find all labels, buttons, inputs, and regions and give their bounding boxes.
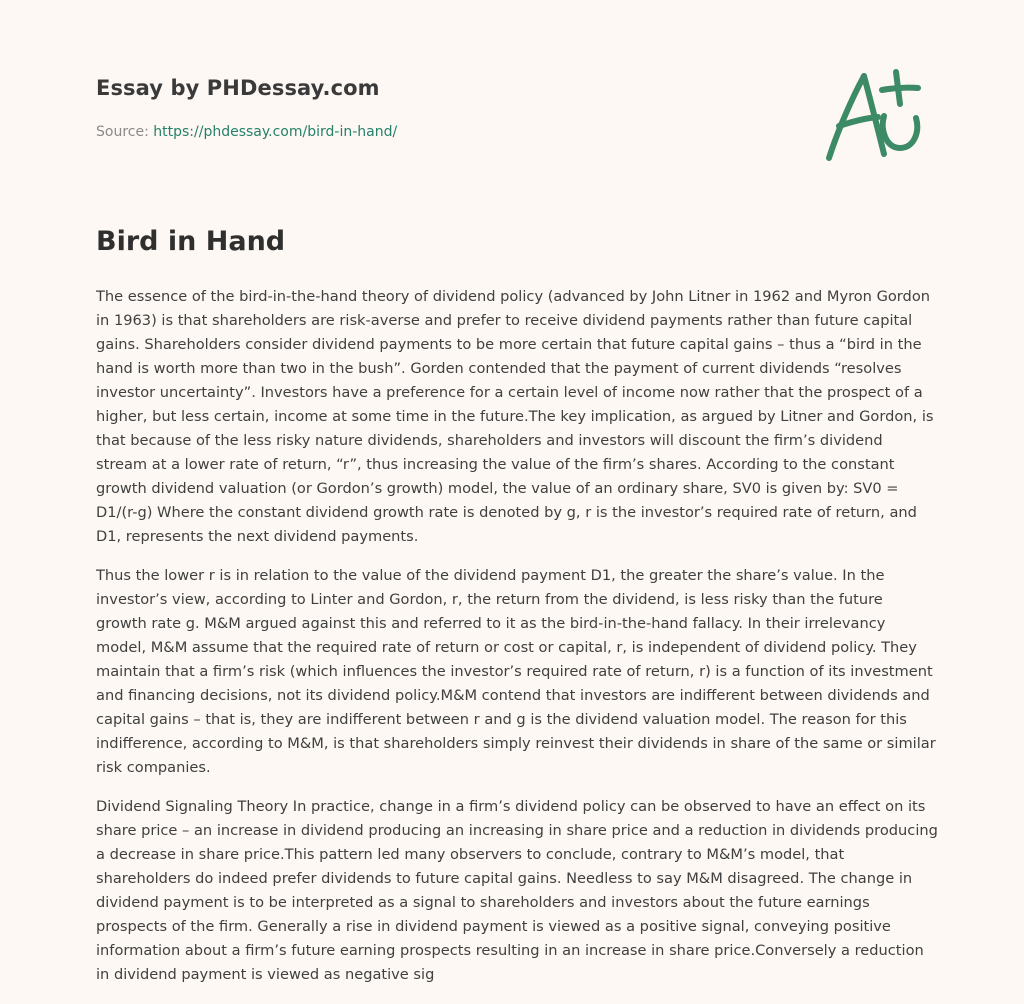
essay-paragraph: Dividend Signaling Theory In practice, change in a firm’s dividend policy can be observed to have an effect on its share price – an increase in dividend producing an increasing in share price and a reduction in dividends producing a decrease in share price.This pattern led many observers to conclude, contrary to M&M’s model, that shareholders do indeed prefer dividends to future capital gains. Needless to say M&M disagreed. The change in dividend payment is to be interpreted as a signal to shareholders and investors about the future earnings prospects of the firm. Generally a rise in dividend payment is viewed as a positive signal, conveying positive information about a firm’s future earning prospects resulting in an increase in share price.Conversely a reduction in dividend payment is viewed as negative sig	[96, 798, 938, 983]
source-link[interactable]: https://phdessay.com/bird-in-hand/	[153, 124, 398, 140]
essay-paragraph: Thus the lower r is in relation to the value of the dividend payment D1, the greater the share’s value. In the investor’s view, according to Linter and Gordon, r, the return from the dividend, is less risky than the future growth rate g. M&M argued against this and referred to it as the bird-in-the-hand fallacy. In their irrelevancy model, M&M assume that the required rate of return or cost or capital, r, is independent of dividend policy. They maintain that a firm’s risk (which influences the investor’s required rate of return, r) is a function of its investment and financing decisions, not its dividend policy.M&M contend that investors are indifferent between dividends and capital gains – that is, they are indifferent between r and g is the dividend valuation model. The reason for this indifference, according to M&M, is that shareholders simply reinvest their dividends in share of the same or similar risk companies.	[96, 567, 936, 776]
essay-title: Bird in Hand	[96, 226, 286, 257]
essay-paragraph: The essence of the bird-in-the-hand theory of dividend policy (advanced by John Litner in 1962 and Myron Gordon in 1963) is that shareholders are risk-averse and prefer to receive dividend payments rather than future capital gains. Shareholders consider dividend payments to be more certain that future capital gains – thus a “bird in the hand is worth more than two in the bush”. Gorden contended that the payment of current dividends “resolves investor uncertainty”. Investors have a preference for a certain level of income now rather that the prospect of a higher, but less certain, income at some time in the future.The key implication, as argued by Litner and Gordon, is that because of the less risky nature dividends, shareholders and investors will discount the firm’s dividend stream at a lower rate of return, “r”, thus increasing the value of the firm’s shares. According to the constant growth dividend valuation (or Gordon’s growth) model, the value of an ordinary share, SV0 is given by: SV0 = D1/(r-g) Where the constant dividend growth rate is denoted by g, r is the investor’s required rate of return, and D1, represents the next dividend payments.	[96, 288, 934, 545]
a-plus-grade-icon	[822, 68, 926, 164]
essay-body	[96, 285, 938, 1002]
source-line	[96, 124, 397, 140]
site-title: Essay by PHDessay.com	[96, 76, 380, 100]
source-label: Source:	[96, 124, 149, 140]
